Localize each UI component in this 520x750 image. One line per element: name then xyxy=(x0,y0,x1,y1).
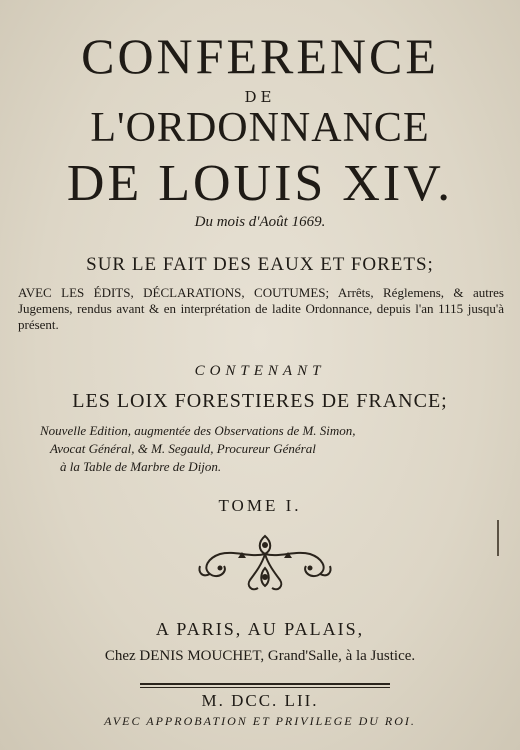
printers-ornament-icon xyxy=(190,528,340,598)
edition-line-2: Avocat Général, & M. Segauld, Procureur Général xyxy=(50,441,316,456)
loix-heading: LES LOIX FORESTIERES DE FRANCE; xyxy=(72,390,448,412)
imprint-publisher: Chez DENIS MOUCHET, Grand'Salle, à la Justice. xyxy=(104,648,416,664)
title-date: Du mois d'Août 1669. xyxy=(194,214,326,230)
title-de: DE xyxy=(244,88,276,106)
imprint-rule xyxy=(140,683,390,685)
contenant-label: CONTENANT xyxy=(194,363,326,379)
title-ordonnance: L'ORDONNANCE xyxy=(90,105,430,151)
imprint-year: M. DCC. LII. xyxy=(201,691,319,710)
imprint-privilege: AVEC APPROBATION ET PRIVILEGE DU ROI. xyxy=(104,714,416,728)
edition-line-1: Nouvelle Edition, augmentée des Observations de M. Simon, xyxy=(40,423,356,438)
edition-line-3: à la Table de Marbre de Dijon. xyxy=(60,459,222,474)
ink-mark xyxy=(497,520,499,556)
title-conference: CONFERENCE xyxy=(81,28,439,84)
subject-heading: SUR LE FAIT DES EAUX ET FORETS; xyxy=(86,254,434,275)
title-louis-xiv: DE LOUIS XIV. xyxy=(66,155,454,212)
tome-label: TOME I. xyxy=(218,496,302,515)
description-paragraph: AVEC LES ÉDITS, DÉCLARATIONS, COUTUMES; Arrêts, Réglemens, & autres Jugemens, rendus avant & en interprétation de ladite Ordonnance, depuis l'an 1115 jusqu'à présent. xyxy=(18,285,504,332)
imprint-city: A PARIS, AU PALAIS, xyxy=(155,619,365,639)
imprint-rule-thin xyxy=(140,687,390,688)
